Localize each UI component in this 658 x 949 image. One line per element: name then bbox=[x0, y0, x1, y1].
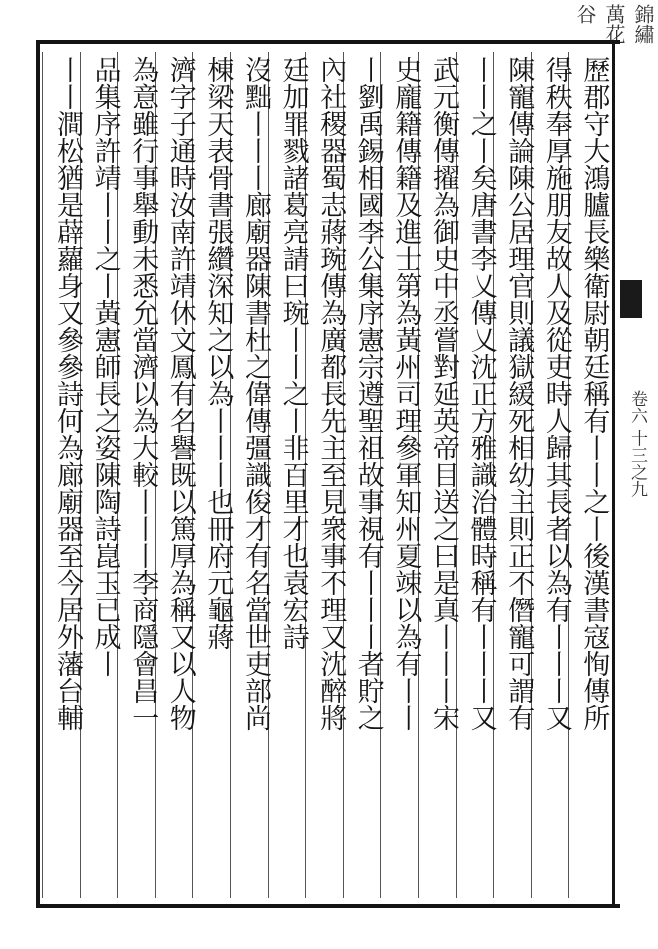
text-column: 陳寵傳論陳公居理官則議獄緩死相幼主則正不僭寵可謂有 bbox=[503, 56, 535, 731]
running-head-text: 錦繡萬花谷 bbox=[573, 4, 655, 44]
text-column: 濟字子通時汝南許靖休文鳳有名譽既以篤厚為稱又以人物 bbox=[164, 56, 196, 731]
text-column: 丨劉禹錫相國李公集序憲宗遵聖祖故事視有丨丨丨者貯之 bbox=[352, 56, 384, 731]
text-column: 品集序許靖丨丨之丨黃憲師長之姿陳陶詩崑玉已成丨 bbox=[89, 56, 121, 677]
text-column: 得秩奉厚施朋友故人及從吏時人歸其長者以為有丨丨丨又 bbox=[540, 56, 572, 731]
page-border-right bbox=[612, 40, 620, 908]
text-column: 內社稷器蜀志蔣琬傳為廣都長先主至見衆事不理又沈醉將 bbox=[315, 56, 347, 731]
text-column: 史龐籍傳籍及進士第為黃州司理參軍知州夏竦以為有丨丨 bbox=[390, 56, 422, 731]
text-column: 為意雖行事舉動未悉允當濟以為大較丨丨丨李商隱會昌一 bbox=[127, 56, 159, 731]
text-column: 丨丨之丨矣唐書李乂傳乂沈正方雅識治體時稱有丨丨丨又 bbox=[465, 56, 497, 731]
text-column: 丨丨澗松猶是薜蘿身又參參詩何為廊廟器至今居外藩台輔 bbox=[52, 56, 83, 731]
text-column: 棟梁天表骨書張纘深知之以為丨丨丨也冊府元龜蔣 bbox=[202, 56, 234, 650]
text-column: 歷郡守大鴻臚長樂衛尉朝廷稱有丨丨之丨後漢書寇恂傳所 bbox=[578, 56, 610, 731]
column-rule bbox=[42, 52, 43, 898]
text-column: 武元衡傳擢為御史中丞嘗對延英帝目送之曰是真丨丨丨宋 bbox=[428, 56, 459, 731]
side-label: 卷六 十三之九 bbox=[627, 390, 647, 498]
fishtail-mark bbox=[620, 280, 642, 318]
text-column: 沒黜丨丨丨廊廟器陳書杜之偉傳彊識俊才有名當世吏部尚 bbox=[240, 56, 271, 731]
text-column: 廷加罪戮諸葛亮請曰琬丨丨之丨非百里才也袁宏詩 bbox=[277, 56, 309, 650]
